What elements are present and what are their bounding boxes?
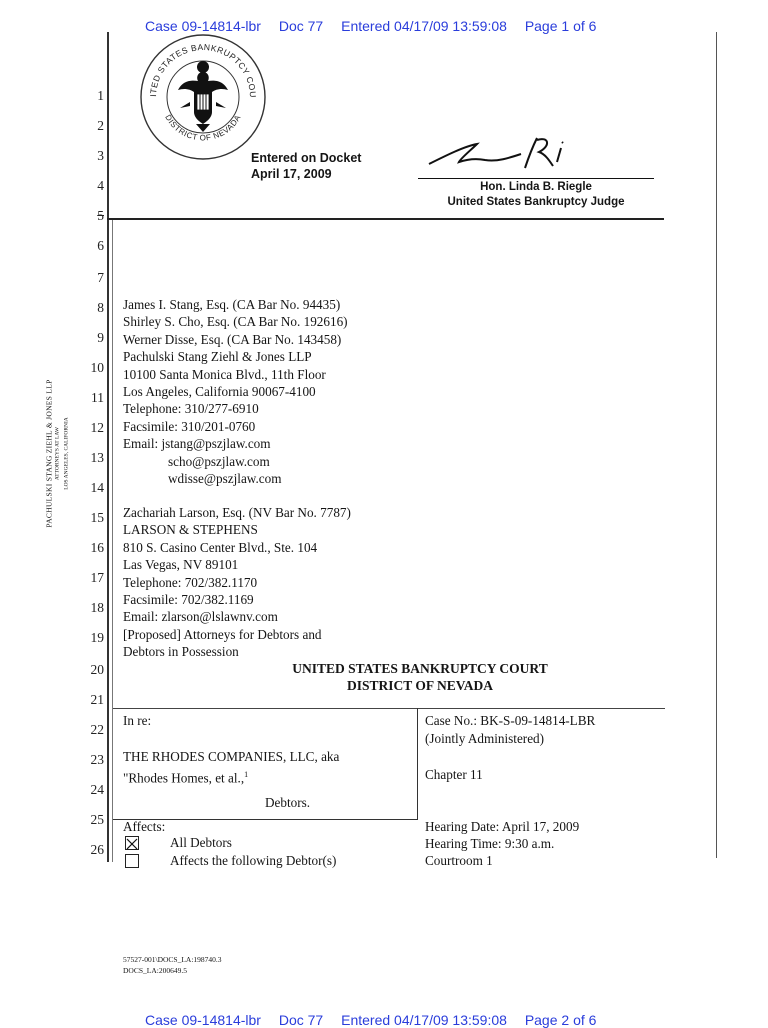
line-number: 8 [97,300,104,315]
line-number: 4 [97,178,104,193]
footer-doc-id-2: DOCS_LA:200649.5 [123,966,187,975]
attorney-line: LARSON & STEPHENS [123,522,258,538]
line-number: 19 [90,630,104,645]
line-number: 24 [90,782,104,797]
header-rule [107,218,664,220]
line-number: 17 [90,570,104,585]
line-number: 18 [90,600,104,615]
line-number: 20 [90,662,104,677]
attorney-line: Email: zlarson@lslawnv.com [123,609,278,625]
court-district: DISTRICT OF NEVADA [346,678,494,693]
attorney-block-2 [123,504,351,661]
header-case: Case 09-14814-lbr [145,1012,261,1028]
line-number: 26 [90,842,104,857]
docket-label: Entered on Docket [251,151,362,165]
attorney-line: Las Vegas, NV 89101 [123,557,239,573]
firm-sidebar [38,360,78,540]
caption-debtors: Debtors. [265,795,311,810]
footer-doc-id-1: 57527-001\DOCS_LA:198740.3 [123,955,222,964]
line-number: 1 [97,88,104,103]
all-debtors-label: All Debtors [170,835,232,850]
attorney-block-1 [123,296,348,487]
court-title [200,660,640,694]
signature-line [418,178,654,179]
header-entered: Entered 04/17/09 13:59:08 [341,18,507,34]
attorney-line: Los Angeles, California 90067-4100 [123,384,316,400]
caption-party-2: "Rhodes Homes, et al., [123,770,245,786]
docket-stamp [251,150,361,182]
caption-top-rule [113,708,665,709]
court-seal [138,32,268,162]
attorney-line: 810 S. Casino Center Blvd., Ste. 104 [123,539,318,555]
header-case: Case 09-14814-lbr [145,18,261,34]
left-margin-inner-line [112,220,113,862]
attorney-line: Debtors in Possession [123,644,239,660]
header-entered: Entered 04/17/09 13:59:08 [341,1012,507,1028]
header-doc: Doc 77 [278,18,324,34]
line-number: 23 [90,752,104,767]
line-number: 3 [97,148,104,163]
svg-text:DISTRICT OF NEVADA: DISTRICT OF NEVADA [163,113,243,143]
hearing-time: Hearing Time: 9:30 a.m. [425,836,555,851]
attorney-line: scho@pszjlaw.com [168,453,270,469]
attorney-line: James I. Stang, Esq. (CA Bar No. 94435) [123,297,341,312]
affects-following-checkbox [125,854,139,868]
sidebar-firm-name: PACHULSKI STANG ZIEHL & JONES LLP [44,379,54,528]
line-number: 12 [90,420,104,435]
all-debtors-checkbox [125,836,139,850]
attorney-line: Email: jstang@pszjlaw.com [123,436,271,452]
attorney-line: Pachulski Stang Ziehl & Jones LLP [123,349,312,365]
line-number: 2 [97,118,104,133]
line-number: 25 [90,812,104,827]
line-number: 22 [90,722,104,737]
chapter: Chapter 11 [425,767,483,782]
line-number: 15 [90,510,104,525]
line-number: 10 [90,360,104,375]
line-number: 7 [97,270,104,285]
caption-in-re: In re: [123,713,152,728]
sidebar-subtitle-2: LOS ANGELES, CALIFORNIA [63,417,70,490]
line-number: 11 [91,390,104,405]
line-number: 9 [97,330,104,345]
judge-block [418,180,654,210]
header-page: Page 1 of 6 [524,18,597,34]
docket-date: April 17, 2009 [251,167,332,181]
line-number: 13 [90,450,104,465]
line-number: 21 [90,692,104,707]
header-page: Page 2 of 6 [524,1012,597,1028]
line-number: 5 [97,208,104,223]
attorney-line: Werner Disse, Esq. (CA Bar No. 143458) [123,331,342,347]
case-number: Case No.: BK-S-09-14814-LBR [425,713,596,728]
attorney-line: Telephone: 702/382.1170 [123,574,258,590]
attorney-line: Facsimile: 310/201-0760 [123,418,256,434]
courtroom: Courtroom 1 [425,853,493,868]
svg-text:UNITED STATES BANKRUPTCY COURT: ITED STATES BANKRUPTCY COU [147,41,259,99]
attorney-line: [Proposed] Attorneys for Debtors and [123,626,322,642]
footer-doc-ids [123,954,222,976]
line-number: 16 [90,540,104,555]
attorney-line: Telephone: 310/277-6910 [123,401,259,417]
court-name: UNITED STATES BANKRUPTCY COURT [292,661,548,676]
judge-title: United States Bankruptcy Judge [447,196,625,208]
attorney-line: 10100 Santa Monica Blvd., 11th Floor [123,366,326,382]
hearing-date: Hearing Date: April 17, 2009 [425,819,580,834]
affects-following-label: Affects the following Debtor(s) [170,853,337,868]
caption-affects: Affects: [123,819,166,834]
sidebar-subtitle-1: ATTORNEYS AT LAW [54,426,61,481]
caption-party-2-wrap [123,766,248,787]
attorney-line: Zachariah Larson, Esq. (NV Bar No. 7787) [123,505,351,520]
attorney-line: Facsimile: 702/382.1169 [123,592,254,608]
judge-signature [425,132,585,176]
jointly-administered: (Jointly Administered) [425,731,545,746]
line-number: 14 [90,480,104,495]
line-number: 6 [97,238,104,253]
caption-party-1: THE RHODES COMPANIES, LLC, aka [123,749,340,764]
left-margin-line [107,32,109,862]
footnote-marker: 1 [244,770,249,779]
attorney-line: Shirley S. Cho, Esq. (CA Bar No. 192616) [123,314,348,330]
header-doc: Doc 77 [278,1012,324,1028]
attorney-line: wdisse@pszjlaw.com [168,471,282,487]
next-page-header [145,1012,610,1028]
right-margin-line [716,32,717,858]
judge-name: Hon. Linda B. Riegle [480,181,592,193]
caption-divider [417,708,418,820]
